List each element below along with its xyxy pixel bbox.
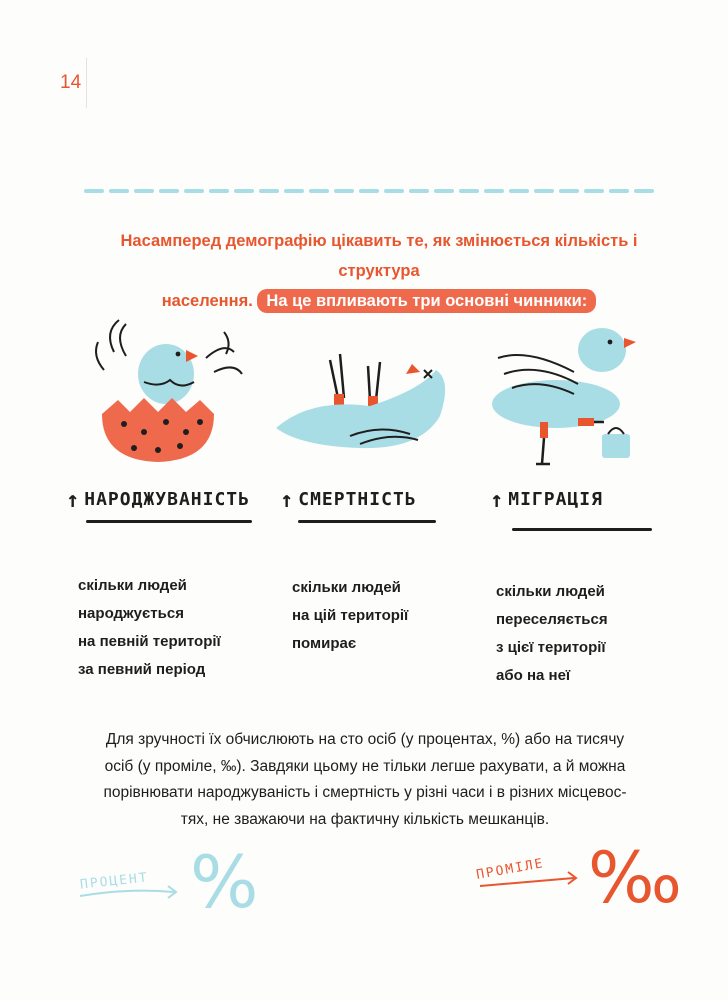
factor-death-rate-description: скільки людей на цій території помирає: [292, 579, 409, 652]
factor-migration-title: ↑ МІГРАЦІЯ: [490, 488, 603, 513]
intro-paragraph: [84, 226, 674, 316]
hatching-bird-icon: [74, 312, 254, 472]
body-paragraph: Для зручності їх обчислюють на сто осіб (у процентах, %) або на тисячу осіб (у проміле, ‰). Завдяки цьому не тільки легше рахувати, а й можна порівнювати народжуваність і смертність у різні часи і в різних місцевос- тях, не зважаючи на фактичну кількість мешканців.: [103, 731, 627, 828]
factor-migration-underline: [512, 528, 652, 531]
intro-line-1: Насамперед демографію цікавить те, як змінюється кількість і структура: [120, 232, 638, 280]
intro-line-2: населення.: [161, 292, 253, 310]
dashed-divider: [82, 183, 662, 199]
up-arrow-icon: ↑: [66, 488, 81, 513]
page-number-divider: [86, 58, 87, 108]
percent-arrow-icon: [76, 882, 186, 902]
permille-symbol: ‰: [588, 837, 682, 919]
permille-arrow-icon: [476, 870, 586, 892]
percent-symbol: %: [190, 840, 259, 924]
percent-label: ПРОЦЕНТ: [79, 870, 150, 893]
factor-birth-rate-title: ↑ НАРОДЖУВАНІСТЬ: [66, 488, 250, 513]
factor-migration-description: скільки людей переселяється з цієї території або на неї: [496, 583, 608, 684]
factor-birth-rate-underline: [86, 520, 252, 523]
up-arrow-icon: ↑: [280, 488, 295, 513]
walking-bird-with-bag-icon: [478, 318, 648, 468]
intro-highlight: На це впливають три основні чинники:: [257, 289, 596, 313]
factor-death-rate-title: ↑ СМЕРТНІСТЬ: [280, 488, 417, 513]
factor-death-rate-underline: [298, 520, 436, 523]
page-number: 14: [60, 72, 82, 93]
up-arrow-icon: ↑: [490, 488, 505, 513]
factor-birth-rate-description: скільки людей народжується на певній території за певний період: [78, 577, 221, 678]
dead-bird-icon: [270, 340, 460, 470]
permille-label: ПРОМІЛЕ: [475, 856, 546, 883]
